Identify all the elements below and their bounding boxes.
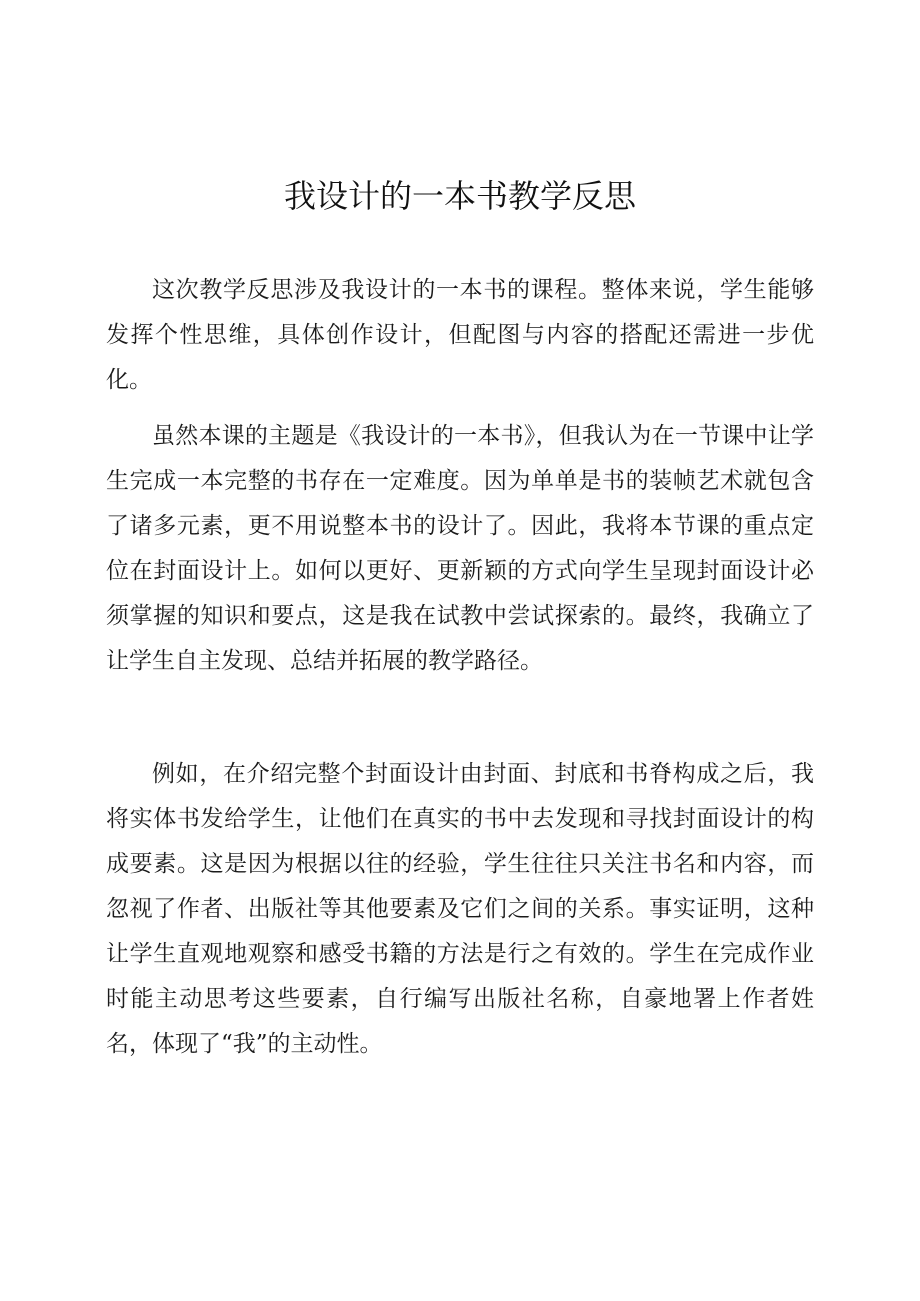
paragraph-example: 例如，在介绍完整个封面设计由封面、封底和书脊构成之后，我将实体书发给学生，让他们在真实的书中去发现和寻找封面设计的构成要素。这是因为根据以往的经验，学生往往只关注书名和内容，而忽视了作者、出版社等其他要素及它们之间的关系。事实证明，这种让学生直观地观察和感受书籍的方法是行之有效的。学生在完成作业时能主动思考这些要素，自行编写出版社名称，自豪地署上作者姓名，体现了“我”的主动性。 [106,761,814,1057]
paragraph-cover-focus: 虽然本课的主题是《我设计的一本书》，但我认为在一节课中让学生完成一本完整的书存在一定难度。因为单单是书的装帧艺术就包含了诸多元素，更不用说整本书的设计了。因此，我将本节课的重点定位在封面设计上。如何以更好、更新颖的方式向学生呈现封面设计必须掌握的知识和要点，这是我在试教中尝试探索的。最终，我确立了让学生自主发现、总结并拓展的教学路径。 [106,423,814,674]
paragraph-intro: 这次教学反思涉及我设计的一本书的课程。整体来说，学生能够发挥个性思维，具体创作设计，但配图与内容的搭配还需进一步优化。 [106,277,814,393]
document-title: 我设计的一本书教学反思 [283,177,636,215]
